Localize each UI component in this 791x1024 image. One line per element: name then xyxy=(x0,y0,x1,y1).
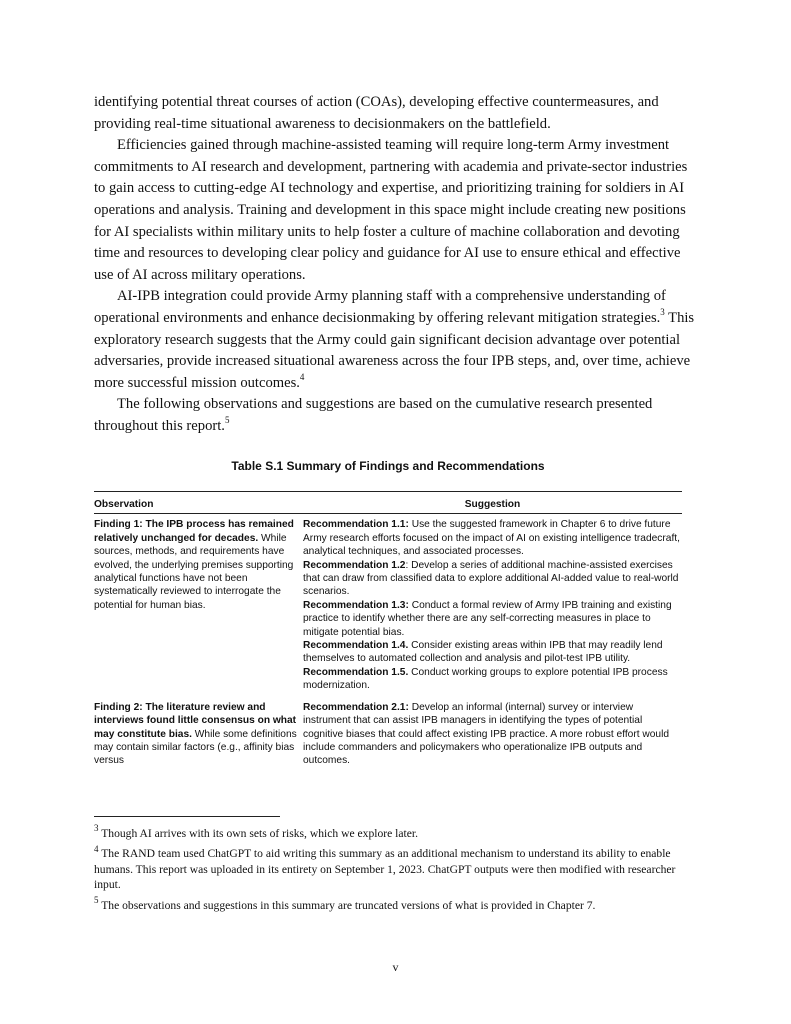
finding-2-title: Finding 2: The literature review and interviews found little consensus on what may constitute bias. xyxy=(94,701,297,740)
recommendation-label: Recommendation 1.4. xyxy=(303,640,409,652)
footnote-ref-4[interactable]: 4 xyxy=(299,371,305,382)
recommendation-1-1 xyxy=(303,518,682,558)
paragraph-3 xyxy=(94,286,700,394)
finding-2-text: While some definitions may contain similar factors (e.g., affinity bias versus xyxy=(94,728,297,767)
footnote-number: 3 xyxy=(94,823,99,834)
finding-1-title: Finding 1: The IPB process has remained relatively unchanged for decades. xyxy=(94,519,294,544)
recommendation-text: Develop an informal (internal) survey or interview instrument that can assist IPB managers in identifying the types of potential cognitive biases that could affect existing IPB practice. A more robust effort would include commanders and policymakers who operationalize IPB outputs and outcomes. xyxy=(303,701,670,767)
recommendation-text: : Develop a series of additional machine-assisted exercises that can draw from classified data to explore additional AI-added value to real-world scenarios. xyxy=(303,559,679,598)
paragraph-1: identifying potential threat courses of action (COAs), developing effective countermeasures, and providing real-time situational awareness to decisionmakers on the battlefield. xyxy=(94,94,659,132)
footnote-ref-3[interactable]: 3 xyxy=(660,307,665,318)
column-header-suggestion: Suggestion xyxy=(303,492,682,514)
footnotes xyxy=(94,823,700,918)
footnote-text: Though AI arrives with its own sets of risks, which we explore later. xyxy=(98,827,419,840)
footnote-4 xyxy=(94,843,700,892)
recommendation-label: Recommendation 1.1: xyxy=(303,519,409,531)
paragraph-3-part-a: AI-IPB integration could provide Army planning staff with a comprehensive understanding of operational environments and enhance decisionmaking by offering relevant mitigation strategies. xyxy=(94,288,666,326)
body-text xyxy=(94,92,700,438)
recommendations-2-cell xyxy=(303,697,682,772)
footnote-text: The RAND team used ChatGPT to aid writing this summary as an additional mechanism to understand its ability to enable humans. This report was uploaded in its entirety on September 1, 2023. ChatGPT outputs were then modified with researcher input. xyxy=(94,847,676,892)
recommendation-2-1 xyxy=(303,701,682,768)
recommendation-1-2 xyxy=(303,559,682,599)
finding-2-cell xyxy=(94,697,303,772)
paragraph-3-part-b: This exploratory research suggests that the Army could gain significant decision advantage over potential adversaries, provide increased situational awareness across the four IPB steps, and, over time, achieve more successful mission outcomes. xyxy=(94,309,695,391)
table-header-row xyxy=(94,492,682,514)
recommendation-label: Recommendation 2.1: xyxy=(303,701,409,713)
recommendation-text: Use the suggested framework in Chapter 6 to drive future Army research efforts focused on the impact of AI on existing intelligence tradecraft, analytical techniques, and associated processes. xyxy=(303,519,680,558)
footnote-ref-5[interactable]: 5 xyxy=(224,415,230,426)
finding-1-text: While sources, methods, and requirements have evolved, the underlying premises supporting analytical functions have not been systematically reviewed to interrogate the potential for human bias. xyxy=(94,532,294,611)
page-number: v xyxy=(392,960,399,974)
recommendation-1-4 xyxy=(303,639,682,666)
footnote-number: 5 xyxy=(94,894,99,905)
column-header-observation: Observation xyxy=(94,492,303,514)
recommendation-text: Consider existing areas within IPB that may readily lend themselves to automated collection and analysis and pilot-test IPB utility. xyxy=(303,640,663,665)
recommendation-text: Conduct working groups to explore potential IPB process modernization. xyxy=(303,666,668,692)
table-row xyxy=(94,514,682,697)
recommendation-label: Recommendation 1.2 xyxy=(303,559,406,571)
recommendation-1-3 xyxy=(303,599,682,639)
footnote-3 xyxy=(94,823,700,841)
paragraph-4 xyxy=(94,394,700,437)
recommendation-text: Conduct a formal review of Army IPB training and existing practice to identify whether there are any self-correcting measures in place to mitigate potential bias. xyxy=(303,599,672,638)
table-row xyxy=(94,697,682,772)
footnote-text: The observations and suggestions in this summary are truncated versions of what is provided in Chapter 7. xyxy=(98,898,596,912)
footnote-5 xyxy=(94,894,700,913)
recommendations-1-cell xyxy=(303,514,682,697)
paragraph-4-text: The following observations and suggestions are based on the cumulative research presented throughout this report. xyxy=(94,396,653,434)
recommendation-label: Recommendation 1.5. xyxy=(303,666,409,678)
paragraph-2: Efficiencies gained through machine-assisted teaming will require long-term Army investment commitments to AI research and development, partnering with academia and private-sector industries to gain access to cutting-edge AI technology and expertise, and prioritizing training for soldiers in AI operations and analysis. Training and development in this space might include creating new positions for AI specialists within military units to help foster a culture of machine collaboration and devoting time and resources to developing clear policy and guidance for AI use to ensure ethical and effective use of AI across military operations. xyxy=(94,137,688,283)
recommendation-label: Recommendation 1.3: xyxy=(303,599,409,611)
table-title: Table S.1 Summary of Findings and Recommendations xyxy=(231,459,545,473)
recommendation-1-5 xyxy=(303,666,682,693)
findings-table xyxy=(94,491,682,772)
footnote-number: 4 xyxy=(94,843,99,854)
finding-1-cell xyxy=(94,514,303,697)
footnote-divider xyxy=(94,816,280,817)
